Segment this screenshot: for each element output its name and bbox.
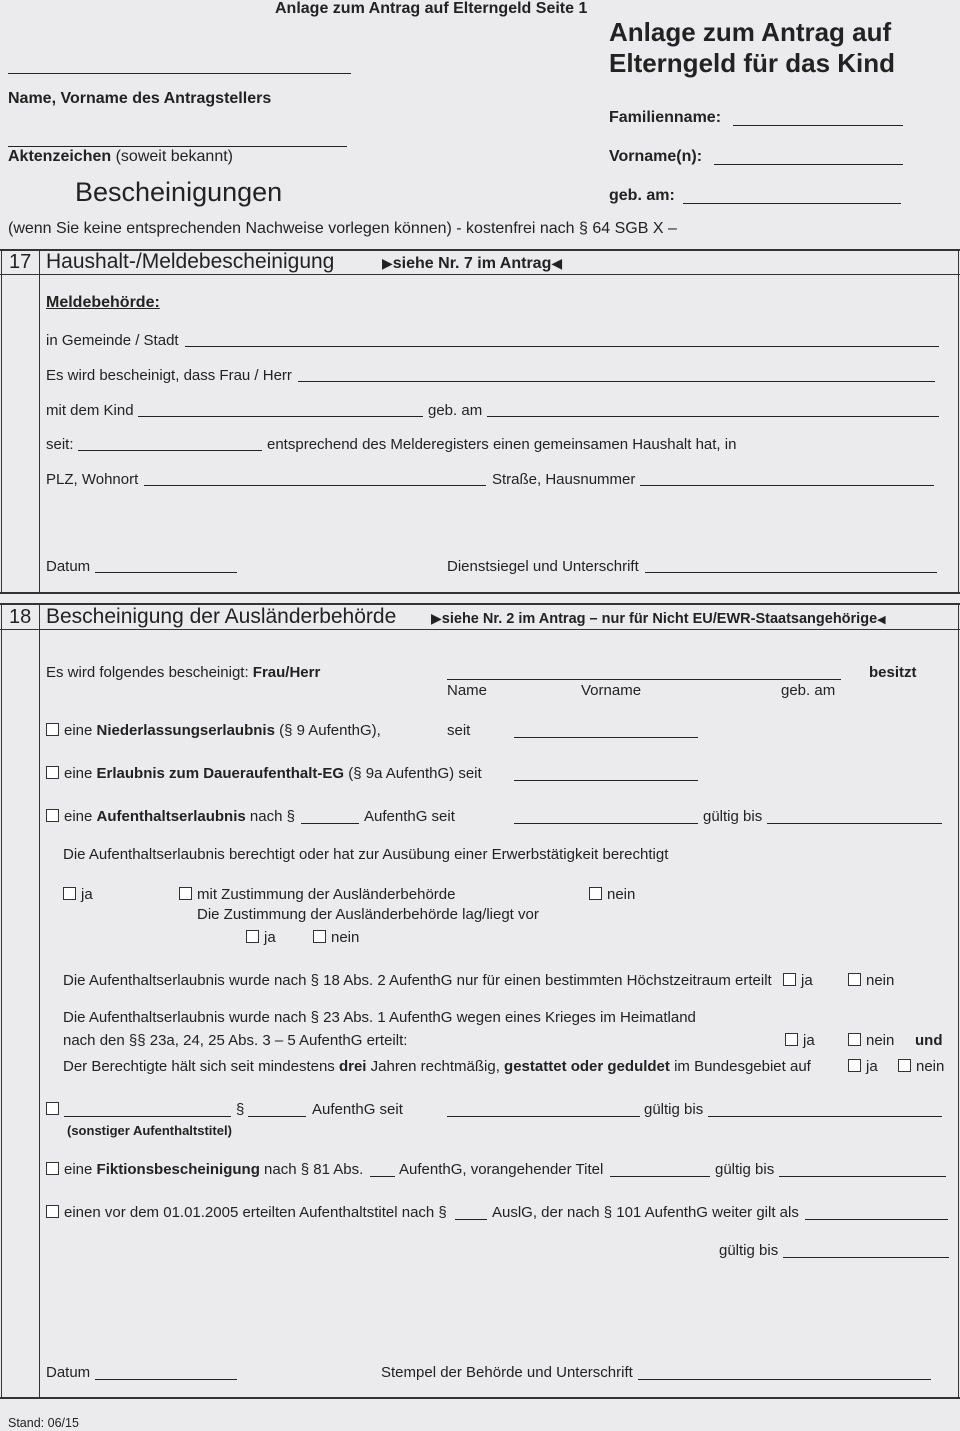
file-ref-label-rest: (soweit bekannt) — [115, 148, 233, 165]
checkbox[interactable] — [785, 1033, 798, 1046]
arrow-left-icon: ◀ — [551, 255, 563, 271]
opt-rest: nach § 81 Abs. — [259, 1161, 364, 1178]
opt-prefix: eine — [64, 1161, 97, 1178]
fikt-mid-label: AufenthG, vorangehender Titel — [399, 1161, 604, 1178]
nein-label: nein — [866, 972, 895, 989]
form-title-line1: Anlage zum Antrag auf — [609, 17, 892, 47]
arrow-left-icon: ◀ — [877, 614, 886, 626]
divider — [39, 603, 40, 1398]
divider — [1, 603, 2, 1398]
opt-prefix: eine — [64, 722, 97, 739]
old-valid-label: gültig bis — [719, 1242, 779, 1259]
checkbox[interactable] — [848, 1033, 861, 1046]
applicant-name-label: Name, Vorname des Antragstellers — [8, 90, 272, 107]
checkbox[interactable] — [898, 1059, 911, 1072]
section-title: Haushalt-/Meldebescheinigung — [46, 250, 335, 273]
section-number: 18 — [9, 606, 32, 628]
ja-label: ja — [866, 1058, 878, 1075]
section-ref-text: siehe Nr. 7 im Antrag — [392, 255, 552, 272]
section-ref — [382, 255, 562, 273]
opt-rest: (§ 9 AufenthG), — [274, 722, 381, 739]
file-ref-label-bold: Aktenzeichen — [8, 148, 112, 165]
section-number: 17 — [9, 251, 32, 273]
form-title-line2: Elterngeld für das Kind — [609, 48, 896, 78]
opt-bold: Fiktionsbescheinigung — [96, 1161, 260, 1178]
checkbox[interactable] — [179, 887, 192, 900]
q3y-bold1: drei — [338, 1058, 367, 1075]
work-consent[interactable] — [179, 886, 455, 903]
datum-label: Datum — [46, 1364, 91, 1381]
nein-label: nein — [331, 929, 360, 946]
certify-label: Es wird bescheinigt, dass Frau / Herr — [46, 367, 292, 384]
consent-ja[interactable] — [246, 929, 276, 946]
fikt-valid-field[interactable] — [779, 1176, 946, 1177]
checkbox[interactable] — [63, 887, 76, 900]
q3y-text — [63, 1058, 811, 1075]
opt-bold: Niederlassungserlaubnis — [96, 722, 275, 739]
checkbox[interactable] — [46, 766, 59, 779]
ja-label: ja — [801, 972, 813, 989]
plz-field[interactable] — [144, 485, 486, 486]
option-old-title[interactable] — [46, 1204, 447, 1221]
work-nein[interactable] — [589, 886, 635, 903]
seit-label: seit: — [46, 436, 74, 453]
fikt-title-field[interactable] — [610, 1176, 710, 1177]
old-paragraph-field[interactable] — [455, 1219, 487, 1220]
fikt-abs-field[interactable] — [370, 1176, 395, 1177]
q3y-ja[interactable] — [848, 1058, 878, 1075]
q3y-bold2: gestattet oder geduldet — [504, 1058, 670, 1075]
q23-line1: Die Aufenthaltserlaubnis wurde nach § 23 Abs. 1 AufenthG wegen eines Krieges im Heimatland — [63, 1009, 696, 1026]
checkbox[interactable] — [783, 973, 796, 986]
opt1-seit-field[interactable] — [514, 737, 698, 738]
opt-prefix: eine — [64, 808, 97, 825]
consent-label: mit Zustimmung der Ausländerbehörde — [197, 886, 456, 903]
other-valid-field[interactable] — [708, 1116, 942, 1117]
main-heading: Bescheinigungen — [75, 177, 283, 207]
checkbox[interactable] — [46, 1102, 59, 1115]
besitzt-label: besitzt — [869, 664, 917, 681]
datum-field[interactable] — [95, 572, 237, 573]
q23-ja[interactable] — [785, 1032, 815, 1049]
und-label: und — [915, 1032, 943, 1049]
q18-ja[interactable] — [783, 972, 813, 989]
form-title — [609, 17, 895, 79]
q23-nein[interactable] — [848, 1032, 894, 1049]
old-valid-field[interactable] — [783, 1257, 949, 1258]
opt-bold: Erlaubnis zum Daueraufenthalt-EG — [96, 765, 345, 782]
vorname-label: Vorname(n): — [609, 148, 703, 165]
opt3-paragraph-field[interactable] — [301, 823, 359, 824]
checkbox[interactable] — [848, 1059, 861, 1072]
stamp-label: Stempel der Behörde und Unterschrift — [381, 1364, 633, 1381]
divider — [958, 603, 959, 1398]
old-text: einen vor dem 01.01.2005 erteilten Aufenthaltstitel nach § — [64, 1204, 447, 1221]
col-geb-label: geb. am — [781, 682, 836, 699]
checkbox[interactable] — [848, 973, 861, 986]
opt-bold: Aufenthaltserlaubnis — [96, 808, 246, 825]
divider — [0, 629, 960, 630]
divider — [39, 249, 40, 593]
gemeinde-label: in Gemeinde / Stadt — [46, 332, 179, 349]
plz-label: PLZ, Wohnort — [46, 471, 139, 488]
checkbox[interactable] — [313, 930, 326, 943]
consent-nein[interactable] — [313, 929, 359, 946]
section-ref — [431, 610, 886, 627]
divider — [0, 1397, 960, 1399]
divider — [958, 249, 959, 593]
other-par-label: § — [236, 1101, 245, 1118]
ja-label: ja — [803, 1032, 815, 1049]
old-mid-label: AuslG, der nach § 101 AufenthG weiter gilt als — [492, 1204, 799, 1221]
datum-label: Datum — [46, 558, 91, 575]
opt-prefix: eine — [64, 765, 97, 782]
opt2-seit-field[interactable] — [514, 780, 698, 781]
seit-field[interactable] — [78, 450, 262, 451]
other-paragraph-field[interactable] — [248, 1116, 306, 1117]
q18-text: Die Aufenthaltserlaubnis wurde nach § 18 Abs. 2 AufenthG nur für einen bestimmten Höchstzeitraum erteilt — [63, 972, 772, 989]
other-valid-label: gültig bis — [644, 1101, 704, 1118]
opt-rest: (§ 9a AufenthG) seit — [344, 765, 482, 782]
q3y-rest: im Bundesgebiet auf — [669, 1058, 811, 1075]
page-label: Anlage zum Antrag auf Elterngeld Seite 1 — [275, 0, 588, 17]
option-other[interactable] — [46, 1101, 64, 1118]
opt3-seit-field[interactable] — [514, 823, 698, 824]
subheading: (wenn Sie keine entsprechenden Nachweise vorlegen können) - kostenfrei nach § 64 SGB X – — [8, 220, 677, 237]
person-field[interactable] — [447, 679, 841, 680]
col-name-label: Name — [447, 682, 488, 699]
section-ref-text: siehe Nr. 2 im Antrag – nur für Nicht EU/EWR-Staatsangehörige — [441, 611, 878, 627]
intro-text — [46, 664, 320, 681]
q3y-mid: Jahren rechtmäßig, — [366, 1058, 505, 1075]
q23-line2: nach den §§ 23a, 24, 25 Abs. 3 – 5 AufenthG erteilt: — [63, 1032, 408, 1049]
checkbox[interactable] — [46, 723, 59, 736]
fikt-valid-label: gültig bis — [715, 1161, 775, 1178]
file-ref-label — [8, 148, 233, 166]
child-label: mit dem Kind — [46, 402, 134, 419]
seit-text: entsprechend des Melderegisters einen gemeinsamen Haushalt hat, in — [267, 436, 737, 453]
file-ref-line[interactable] — [8, 146, 347, 147]
opt1-seit-label: seit — [447, 722, 471, 739]
checkbox[interactable] — [589, 887, 602, 900]
opt-rest: nach § — [245, 808, 295, 825]
other-seit-field[interactable] — [447, 1116, 640, 1117]
option-aufenthaltserlaubnis[interactable] — [46, 808, 295, 825]
geb-field[interactable] — [683, 203, 901, 204]
ja-label: ja — [81, 886, 93, 903]
other-title-field[interactable] — [64, 1116, 231, 1117]
q18-nein[interactable] — [848, 972, 894, 989]
consent-question: Die Zustimmung der Ausländerbehörde lag/liegt vor — [197, 906, 539, 923]
arrow-right-icon: ▶ — [382, 255, 393, 271]
col-vorname-label: Vorname — [581, 682, 642, 699]
divider — [0, 592, 960, 594]
child-geb-field[interactable] — [487, 416, 939, 417]
nein-label: nein — [607, 886, 636, 903]
geb-label: geb. am: — [609, 187, 675, 204]
stamp-field[interactable] — [638, 1379, 931, 1380]
applicant-name-line[interactable] — [8, 73, 351, 74]
familienname-field[interactable] — [733, 125, 903, 126]
child-geb-label: geb. am — [428, 402, 483, 419]
work-question: Die Aufenthaltserlaubnis berechtigt oder hat zur Ausübung einer Erwerbstätigkeit berechtigt — [63, 846, 669, 863]
divider — [0, 274, 960, 275]
street-label: Straße, Hausnummer — [492, 471, 636, 488]
opt3-valid-label: gültig bis — [703, 808, 763, 825]
person-field[interactable] — [298, 381, 935, 382]
child-field[interactable] — [138, 416, 423, 417]
work-ja[interactable] — [63, 886, 93, 903]
stand-label: Stand: 06/15 — [8, 1416, 79, 1430]
intro-bold: Frau/Herr — [252, 664, 321, 681]
opt3-valid-field[interactable] — [767, 823, 942, 824]
checkbox[interactable] — [46, 1162, 59, 1175]
gemeinde-field[interactable] — [185, 346, 939, 347]
option-niederlassung[interactable] — [46, 722, 381, 739]
checkbox[interactable] — [246, 930, 259, 943]
seal-field[interactable] — [645, 572, 937, 573]
old-as-field[interactable] — [805, 1219, 948, 1220]
nein-label: nein — [866, 1032, 895, 1049]
opt3-mid-label: AufenthG seit — [364, 808, 455, 825]
checkbox[interactable] — [46, 1205, 59, 1218]
intro-prefix: Es wird folgendes bescheinigt: — [46, 664, 253, 681]
ja-label: ja — [264, 929, 276, 946]
checkbox[interactable] — [46, 809, 59, 822]
option-daueraufenthalt[interactable] — [46, 765, 482, 782]
seal-label: Dienstsiegel und Unterschrift — [447, 558, 639, 575]
street-field[interactable] — [640, 485, 934, 486]
q3y-nein[interactable] — [898, 1058, 944, 1075]
option-fiktion[interactable] — [46, 1161, 363, 1178]
other-mid-label: AufenthG seit — [312, 1101, 403, 1118]
authority-label: Meldebehörde: — [46, 294, 160, 311]
divider — [1, 249, 2, 593]
q3y-prefix: Der Berechtigte hält sich seit mindestens — [63, 1058, 339, 1075]
familienname-label: Familienname: — [609, 109, 722, 126]
datum-field[interactable] — [95, 1379, 237, 1380]
other-note: (sonstiger Aufenthaltstitel) — [67, 1123, 232, 1138]
arrow-right-icon: ▶ — [431, 610, 442, 626]
vorname-field[interactable] — [714, 164, 903, 165]
nein-label: nein — [916, 1058, 945, 1075]
section-title: Bescheinigung der Ausländerbehörde — [46, 605, 397, 628]
